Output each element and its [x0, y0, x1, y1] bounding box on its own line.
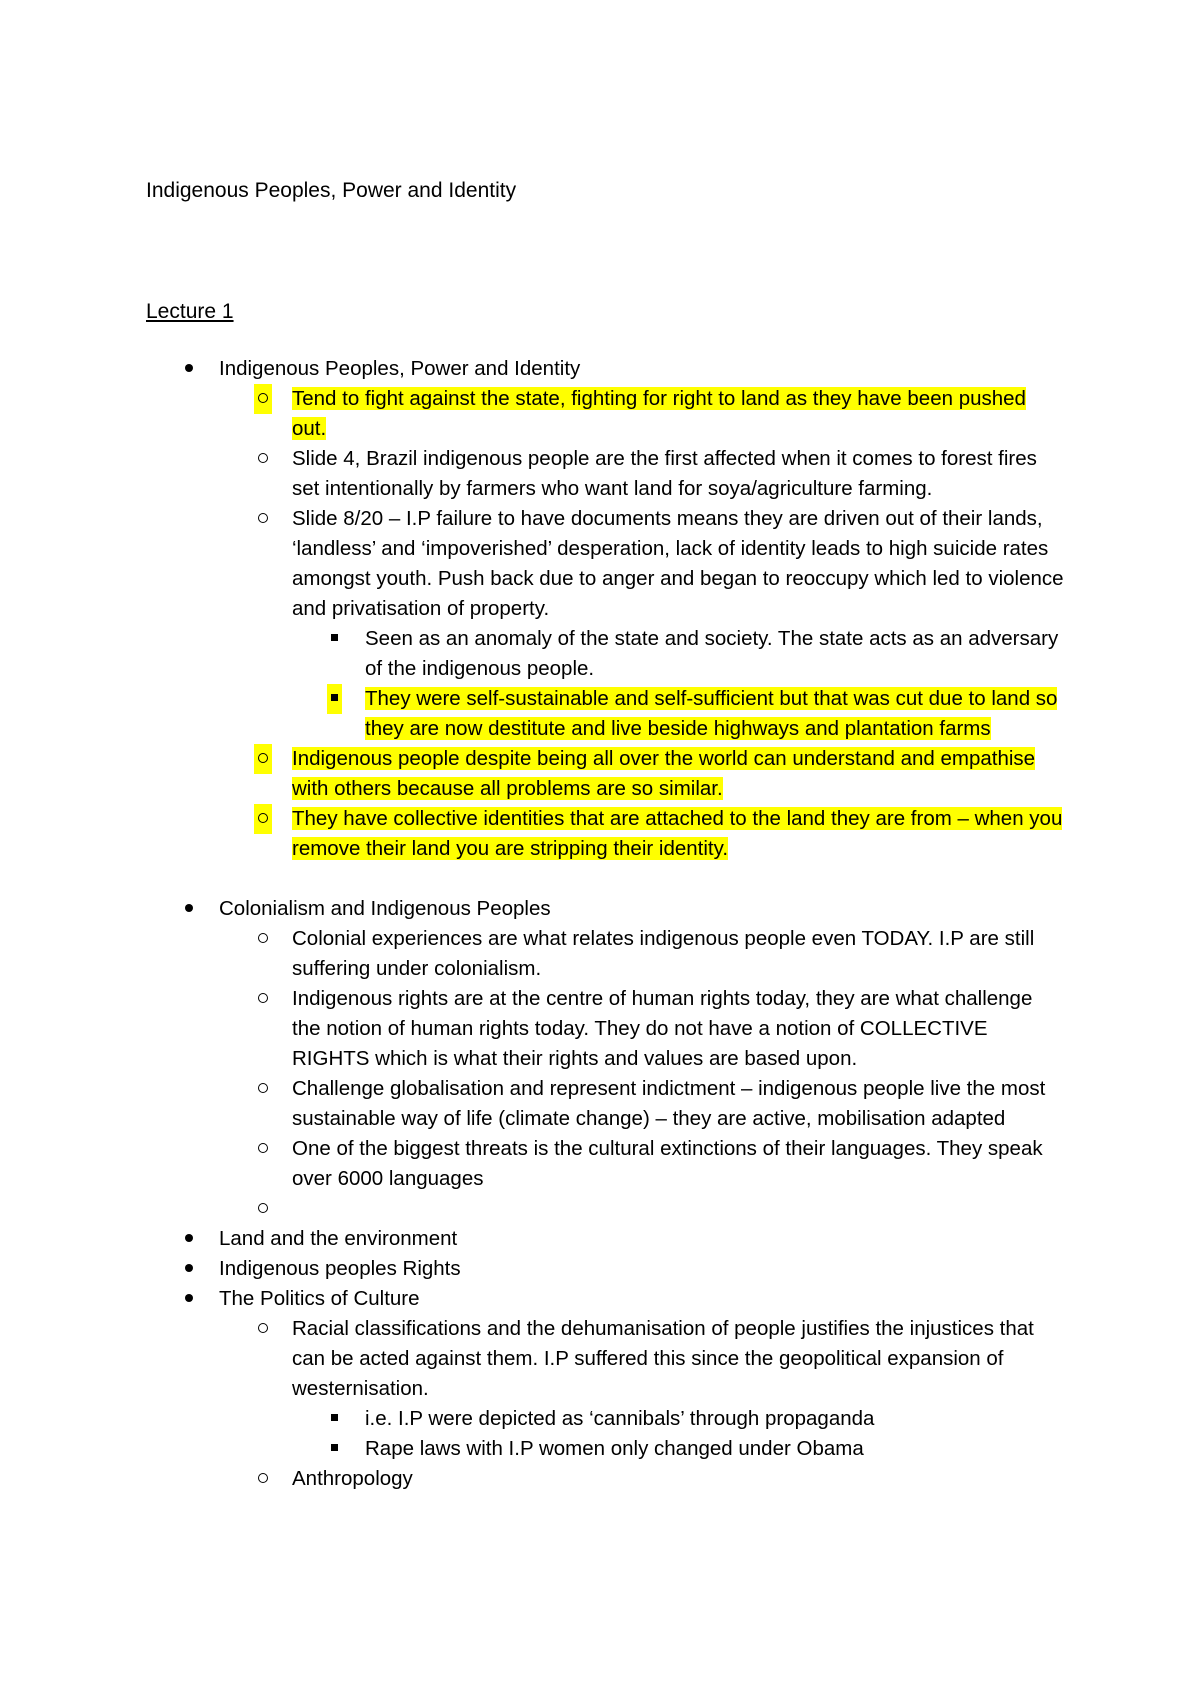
bullet-circle-icon	[258, 1464, 268, 1494]
outline-item-level-1	[292, 1194, 1064, 1224]
outline-item-text: Colonial experiences are what relates indigenous people even TODAY. I.P are still suffering under colonialism.	[292, 927, 1035, 980]
outline-item-level-1	[292, 444, 1064, 504]
bullet-circle-icon	[258, 1194, 268, 1224]
bullet-dot-icon	[185, 894, 193, 924]
bullet-square-icon	[331, 1404, 338, 1434]
outline-item-text: They were self-sustainable and self-sufficient but that was cut due to land so they are now destitute and live beside highways and plantation farms	[365, 687, 1058, 740]
bullet-dot-icon	[185, 1224, 193, 1254]
outline-item-text: Colonialism and Indigenous Peoples	[219, 897, 551, 920]
outline-item-text: Indigenous rights are at the centre of human rights today, they are what challenge the notion of human rights today. They do not have a notion of COLLECTIVE RIGHTS which is what their rights and values are based upon.	[292, 987, 1033, 1070]
outline-item-level-1	[292, 744, 1064, 804]
bullet-circle-icon	[254, 744, 272, 774]
outline-item-text: Tend to fight against the state, fighting for right to land as they have been pushed out.	[292, 387, 1026, 440]
bullet-dot-icon	[185, 1254, 193, 1284]
outline-item-level-2	[365, 624, 1065, 684]
outline-item-level-1	[292, 1314, 1064, 1404]
outline-item-text: Indigenous peoples Rights	[219, 1257, 461, 1280]
bullet-square-icon	[331, 1434, 338, 1464]
outline-item-text: Indigenous people despite being all over the world can understand and empathise with others because all problems are so similar.	[292, 747, 1036, 800]
bullet-circle-icon	[258, 1074, 268, 1104]
outline-item-text: i.e. I.P were depicted as ‘cannibals’ through propaganda	[365, 1407, 875, 1430]
notes-outline	[0, 354, 1200, 1494]
bullet-circle-icon	[258, 924, 268, 954]
outline-item-text: They have collective identities that are attached to the land they are from – when you remove their land you are stripping their identity.	[292, 807, 1063, 860]
outline-item-text: Slide 8/20 – I.P failure to have documents means they are driven out of their lands, ‘landless’ and ‘impoverished’ desperation, lack of identity leads to high suicide rates amongst youth. Push back due to anger and began to reoccupy which led to violence and privatisation of property.	[292, 507, 1064, 620]
bullet-circle-icon	[254, 804, 272, 834]
outline-item-level-1	[292, 924, 1064, 984]
outline-item-level-2	[365, 1404, 1065, 1434]
document-title: Indigenous Peoples, Power and Identity	[146, 179, 517, 202]
outline-item-level-0	[219, 1284, 1099, 1314]
bullet-circle-icon	[258, 444, 268, 474]
outline-item-level-1	[292, 504, 1064, 624]
blank-line	[0, 864, 1200, 894]
bullet-circle-icon	[258, 984, 268, 1014]
outline-item-text: Indigenous Peoples, Power and Identity	[219, 357, 581, 380]
outline-item-level-2	[365, 1434, 1065, 1464]
outline-item-text: Racial classifications and the dehumanisation of people justifies the injustices that can be acted against them. I.P suffered this since the geopolitical expansion of westernisation.	[292, 1317, 1034, 1400]
outline-item-level-0	[219, 354, 1099, 384]
outline-item-level-1	[292, 384, 1064, 444]
outline-item-text: Rape laws with I.P women only changed under Obama	[365, 1437, 864, 1460]
outline-item-text: The Politics of Culture	[219, 1287, 420, 1310]
outline-item-level-1	[292, 1074, 1064, 1134]
outline-item-level-0	[219, 1224, 1099, 1254]
outline-item-level-1	[292, 984, 1064, 1074]
bullet-circle-icon	[258, 1314, 268, 1344]
outline-item-text: Anthropology	[292, 1467, 413, 1490]
outline-item-level-1	[292, 1464, 1064, 1494]
bullet-square-icon	[331, 624, 338, 654]
section-heading: Lecture 1	[146, 300, 234, 323]
outline-item-text: Slide 4, Brazil indigenous people are the first affected when it comes to forest fires set intentionally by farmers who want land for soya/agriculture farming.	[292, 447, 1037, 500]
outline-item-level-1	[292, 1134, 1064, 1194]
outline-item-text: Challenge globalisation and represent indictment – indigenous people live the most sustainable way of life (climate change) – they are active, mobilisation adapted	[292, 1077, 1046, 1130]
outline-item-text: One of the biggest threats is the cultural extinctions of their languages. They speak over 6000 languages	[292, 1137, 1043, 1190]
bullet-circle-icon	[258, 504, 268, 534]
bullet-circle-icon	[258, 1134, 268, 1164]
bullet-dot-icon	[185, 1284, 193, 1314]
bullet-dot-icon	[185, 354, 193, 384]
outline-item-level-0	[219, 894, 1099, 924]
outline-item-level-2	[365, 684, 1065, 744]
bullet-circle-icon	[254, 384, 272, 414]
outline-item-text: Land and the environment	[219, 1227, 458, 1250]
outline-item-text: Seen as an anomaly of the state and society. The state acts as an adversary of the indigenous people.	[365, 627, 1059, 680]
bullet-square-icon	[327, 684, 342, 714]
outline-item-level-0	[219, 1254, 1099, 1284]
outline-item-level-1	[292, 804, 1064, 864]
